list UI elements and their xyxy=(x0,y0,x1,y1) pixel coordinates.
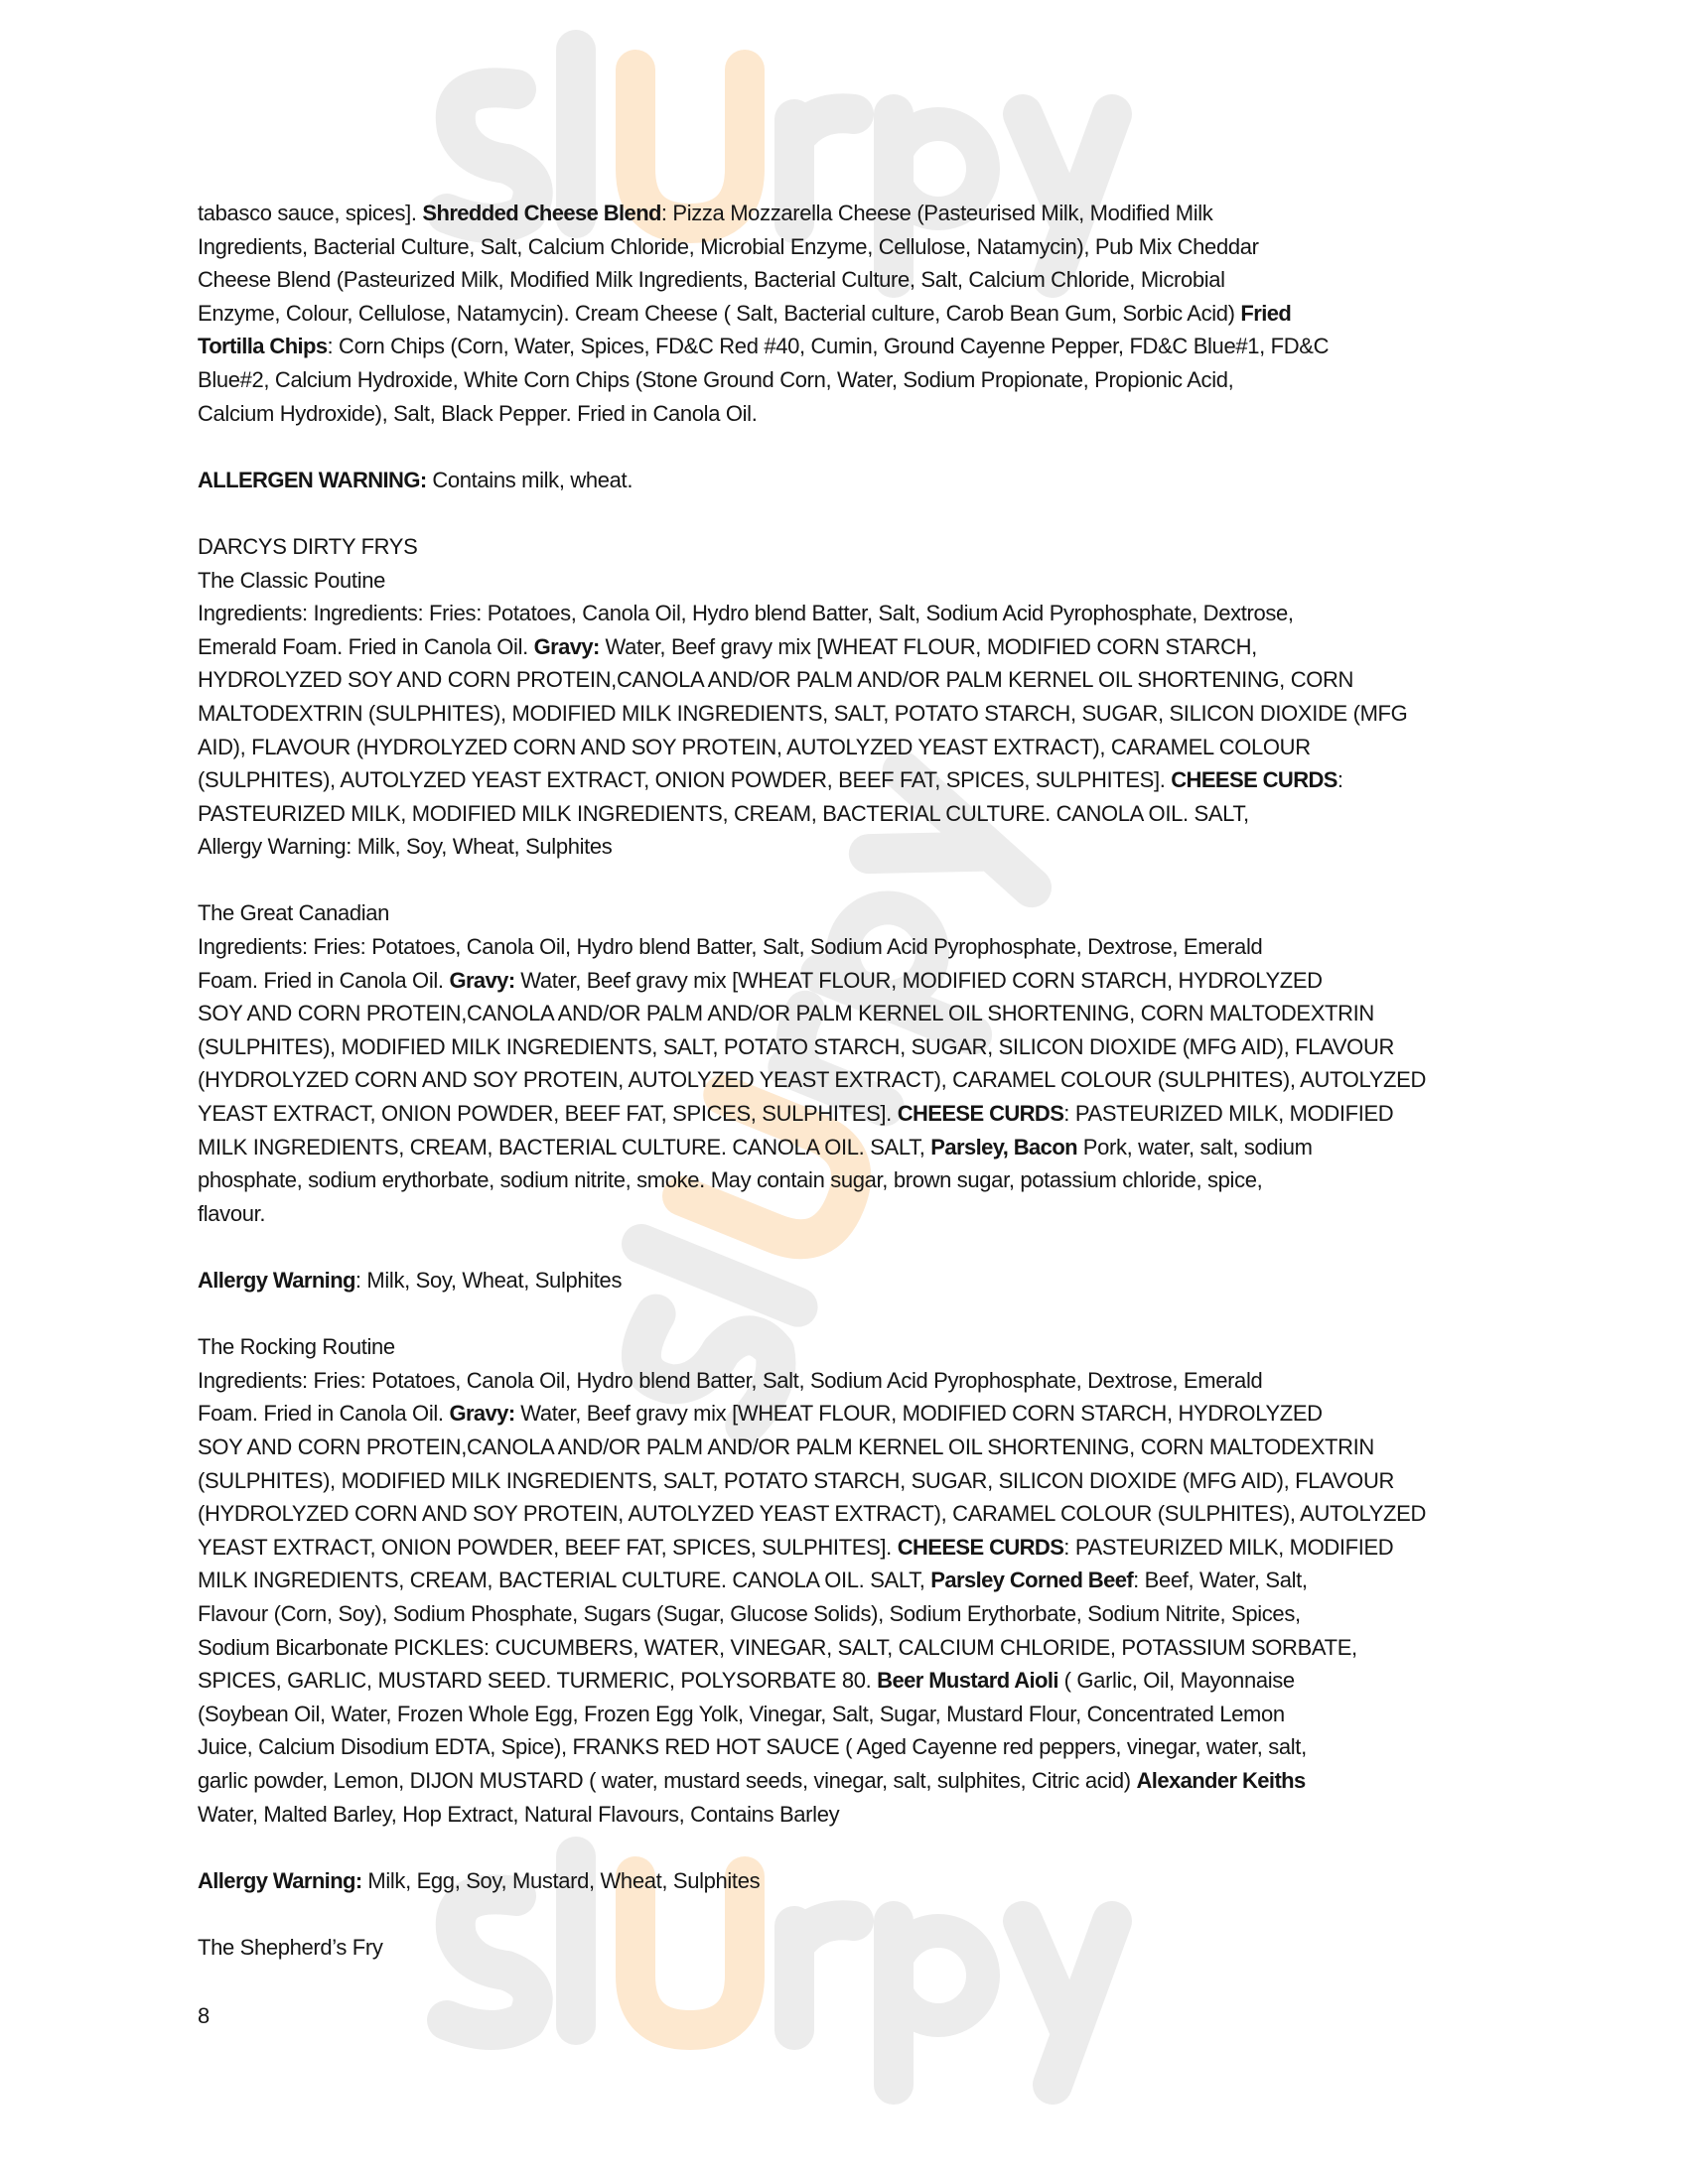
text-line xyxy=(198,1131,1426,1164)
text-line xyxy=(198,1730,1426,1764)
text-segment: : Corn Chips (Corn, Water, Spices, FD&C Red #40, Cumin, Ground Cayenne Pepper, FD&C Blue#1, FD&C xyxy=(327,334,1330,359)
text-line xyxy=(198,896,1426,930)
text-segment: : Beef, Water, Salt, xyxy=(1133,1568,1308,1593)
text-line xyxy=(198,663,1426,697)
blank-line xyxy=(198,496,1426,530)
text-segment: DARCYS DIRTY FRYS xyxy=(198,533,418,559)
document-body xyxy=(198,197,1426,1964)
text-segment: Foam. Fried in Canola Oil. xyxy=(198,1401,450,1427)
text-line xyxy=(198,1664,1426,1698)
text-line xyxy=(198,1197,1426,1231)
bold-label: Tortilla Chips xyxy=(198,334,328,359)
text-line xyxy=(198,397,1426,431)
text-line xyxy=(198,697,1426,731)
text-line xyxy=(198,1264,1426,1297)
text-segment: Milk, Egg, Soy, Mustard, Wheat, Sulphites xyxy=(361,1867,761,1893)
text-segment: Water, Beef gravy mix [WHEAT FLOUR, MODIFIED CORN STARCH, xyxy=(599,633,1257,659)
blank-line xyxy=(198,1230,1426,1264)
text-line xyxy=(198,1698,1426,1731)
text-line xyxy=(198,731,1426,764)
text-segment: (Soybean Oil, Water, Frozen Whole Egg, Frozen Egg Yolk, Vinegar, Salt, Sugar, Mustard Flour, Concentrated Lemon xyxy=(198,1701,1285,1726)
text-segment: Juice, Calcium Disodium EDTA, Spice), FRANKS RED HOT SAUCE ( Aged Cayenne red peppers, vinegar, water, salt, xyxy=(198,1734,1307,1760)
bold-label: Parsley Corned Beef xyxy=(930,1568,1134,1593)
text-line xyxy=(198,1597,1426,1631)
page-number: 8 xyxy=(198,2003,211,2028)
text-line xyxy=(198,1397,1426,1431)
text-segment: Allergy Warning: Milk, Soy, Wheat, Sulphites xyxy=(198,834,613,860)
text-line xyxy=(198,330,1426,363)
text-segment: Ingredients: Ingredients: Fries: Potatoes, Canola Oil, Hydro blend Batter, Salt, Sodium Acid Pyrophosphate, Dextrose, xyxy=(198,601,1294,626)
text-segment: Flavour (Corn, Soy), Sodium Phosphate, Sugars (Sugar, Glucose Solids), Sodium Erythorbate, Sodium Nitrite, Spices, xyxy=(198,1600,1301,1626)
text-segment: Water, Beef gravy mix [WHEAT FLOUR, MODIFIED CORN STARCH, HYDROLYZED xyxy=(514,1401,1323,1427)
text-segment: (HYDROLYZED CORN AND SOY PROTEIN, AUTOLYZED YEAST EXTRACT), CARAMEL COLOUR (SULPHITES), AUTOLYZED xyxy=(198,1067,1427,1093)
text-segment: SPICES, GARLIC, MUSTARD SEED. TURMERIC, POLYSORBATE 80. xyxy=(198,1668,878,1694)
text-line xyxy=(198,1097,1426,1131)
text-segment: Ingredients: Fries: Potatoes, Canola Oil, Hydro blend Batter, Salt, Sodium Acid Pyrophosphate, Dextrose, Emerald xyxy=(198,934,1263,960)
text-line xyxy=(198,564,1426,598)
blank-line xyxy=(198,1831,1426,1864)
bold-label: Allergy Warning: xyxy=(198,1867,362,1893)
text-segment: Cheese Blend (Pasteurized Milk, Modified Milk Ingredients, Bacterial Culture, Salt, Calcium Chloride, Microbial xyxy=(198,267,1225,293)
text-line xyxy=(198,1464,1426,1498)
text-segment: Ingredients: Fries: Potatoes, Canola Oil, Hydro blend Batter, Salt, Sodium Acid Pyrophosphate, Dextrose, Emerald xyxy=(198,1367,1263,1393)
bold-label: ALLERGEN WARNING: xyxy=(198,467,427,492)
text-segment: Sodium Bicarbonate PICKLES: CUCUMBERS, WATER, VINEGAR, SALT, CALCIUM CHLORIDE, POTASSIUM SORBATE, xyxy=(198,1634,1357,1660)
text-line xyxy=(198,1798,1426,1832)
bold-label: Gravy: xyxy=(533,633,600,659)
text-segment: Pork, water, salt, sodium xyxy=(1077,1134,1313,1160)
text-line xyxy=(198,1431,1426,1464)
bold-label: CHEESE CURDS xyxy=(897,1534,1064,1560)
text-segment: (SULPHITES), MODIFIED MILK INGREDIENTS, SALT, POTATO STARCH, SUGAR, SILICON DIOXIDE (MFG AID), FLAVOUR xyxy=(198,1467,1395,1493)
text-line xyxy=(198,530,1426,564)
blank-line xyxy=(198,1897,1426,1931)
bold-label: Beer Mustard Aioli xyxy=(877,1668,1058,1694)
text-segment: PASTEURIZED MILK, MODIFIED MILK INGREDIENTS, CREAM, BACTERIAL CULTURE. CANOLA OIL. SALT, xyxy=(198,800,1249,826)
text-line xyxy=(198,597,1426,630)
text-line xyxy=(198,1631,1426,1665)
text-segment: YEAST EXTRACT, ONION POWDER, BEEF FAT, SPICES, SULPHITES]. xyxy=(198,1534,898,1560)
text-segment: (SULPHITES), AUTOLYZED YEAST EXTRACT, ONION POWDER, BEEF FAT, SPICES, SULPHITES]. xyxy=(198,767,1172,793)
text-segment: ( Garlic, Oil, Mayonnaise xyxy=(1057,1668,1295,1694)
text-segment: flavour. xyxy=(198,1200,266,1226)
blank-line xyxy=(198,1297,1426,1331)
text-line xyxy=(198,1931,1426,1965)
bold-label: Shredded Cheese Blend xyxy=(422,201,661,225)
bold-label: Parsley, Bacon xyxy=(930,1134,1077,1160)
text-segment: tabasco sauce, spices]. xyxy=(198,201,423,225)
text-segment: MALTODEXTRIN (SULPHITES), MODIFIED MILK INGREDIENTS, SALT, POTATO STARCH, SUGAR, SILICON DIOXIDE (MFG xyxy=(198,700,1408,726)
text-segment: : Milk, Soy, Wheat, Sulphites xyxy=(354,1268,623,1293)
text-segment: The Rocking Routine xyxy=(198,1334,395,1360)
text-line xyxy=(198,363,1426,397)
text-segment: Enzyme, Colour, Cellulose, Natamycin). Cream Cheese ( Salt, Bacterial culture, Carob Bean Gum, Sorbic Acid) xyxy=(198,300,1241,326)
text-line xyxy=(198,997,1426,1030)
text-segment: garlic powder, Lemon, DIJON MUSTARD ( water, mustard seeds, vinegar, salt, sulphites, Citric acid) xyxy=(198,1767,1137,1793)
text-segment: Water, Malted Barley, Hop Extract, Natural Flavours, Contains Barley xyxy=(198,1801,840,1827)
text-segment: Blue#2, Calcium Hydroxide, White Corn Chips (Stone Ground Corn, Water, Sodium Propionate, Propionic Acid, xyxy=(198,366,1234,392)
text-segment: SOY AND CORN PROTEIN,CANOLA AND/OR PALM AND/OR PALM KERNEL OIL SHORTENING, CORN MALTODEXTRIN xyxy=(198,1001,1374,1026)
text-line xyxy=(198,1864,1426,1898)
text-segment: AID), FLAVOUR (HYDROLYZED CORN AND SOY PROTEIN, AUTOLYZED YEAST EXTRACT), CARAMEL COLOUR xyxy=(198,734,1311,759)
text-segment: : PASTEURIZED MILK, MODIFIED xyxy=(1063,1534,1394,1560)
bold-label: Fried xyxy=(1240,300,1292,326)
text-segment: MILK INGREDIENTS, CREAM, BACTERIAL CULTURE. CANOLA OIL. SALT, xyxy=(198,1568,931,1593)
text-line xyxy=(198,1531,1426,1565)
text-line xyxy=(198,1030,1426,1064)
text-line xyxy=(198,1764,1426,1798)
text-line xyxy=(198,297,1426,331)
text-segment: (SULPHITES), MODIFIED MILK INGREDIENTS, SALT, POTATO STARCH, SUGAR, SILICON DIOXIDE (MFG AID), FLAVOUR xyxy=(198,1033,1395,1059)
text-line xyxy=(198,1163,1426,1197)
text-line xyxy=(198,630,1426,664)
text-segment: Emerald Foam. Fried in Canola Oil. xyxy=(198,633,534,659)
bold-label: Alexander Keiths xyxy=(1136,1767,1306,1793)
text-segment: Ingredients, Bacterial Culture, Salt, Calcium Chloride, Microbial Enzyme, Cellulose, Natamycin), Pub Mix Cheddar xyxy=(198,233,1259,259)
text-segment: : PASTEURIZED MILK, MODIFIED xyxy=(1063,1101,1394,1127)
text-line xyxy=(198,197,1426,230)
bold-label: CHEESE CURDS xyxy=(1171,767,1337,793)
text-line xyxy=(198,230,1426,264)
blank-line xyxy=(198,864,1426,897)
bold-label: Gravy: xyxy=(449,967,515,993)
text-segment: MILK INGREDIENTS, CREAM, BACTERIAL CULTURE. CANOLA OIL. SALT, xyxy=(198,1134,931,1160)
bold-label: CHEESE CURDS xyxy=(897,1101,1064,1127)
text-line xyxy=(198,464,1426,497)
text-segment: SOY AND CORN PROTEIN,CANOLA AND/OR PALM AND/OR PALM KERNEL OIL SHORTENING, CORN MALTODEXTRIN xyxy=(198,1433,1374,1459)
text-line xyxy=(198,930,1426,964)
text-line xyxy=(198,1330,1426,1364)
text-segment: Calcium Hydroxide), Salt, Black Pepper. Fried in Canola Oil. xyxy=(198,400,758,426)
text-segment: The Great Canadian xyxy=(198,900,390,926)
bold-label: Allergy Warning xyxy=(198,1268,355,1293)
text-segment: phosphate, sodium erythorbate, sodium nitrite, smoke. May contain sugar, brown sugar, potassium chloride, spice, xyxy=(198,1167,1263,1193)
text-line xyxy=(198,263,1426,297)
text-line xyxy=(198,964,1426,998)
text-line xyxy=(198,763,1426,797)
text-segment: YEAST EXTRACT, ONION POWDER, BEEF FAT, SPICES, SULPHITES]. xyxy=(198,1101,898,1127)
text-segment: : Pizza Mozzarella Cheese (Pasteurised Milk, Modified Milk xyxy=(660,201,1213,225)
bold-label: Gravy: xyxy=(449,1401,515,1427)
text-line xyxy=(198,1564,1426,1597)
text-line xyxy=(198,1364,1426,1398)
text-segment: Water, Beef gravy mix [WHEAT FLOUR, MODIFIED CORN STARCH, HYDROLYZED xyxy=(514,967,1323,993)
text-segment: The Classic Poutine xyxy=(198,567,385,593)
text-line xyxy=(198,830,1426,864)
text-segment: : xyxy=(1336,767,1343,793)
text-segment: HYDROLYZED SOY AND CORN PROTEIN,CANOLA AND/OR PALM AND/OR PALM KERNEL OIL SHORTENING, CORN xyxy=(198,667,1354,693)
text-segment: Contains milk, wheat. xyxy=(426,467,633,492)
text-line xyxy=(198,797,1426,831)
text-segment: (HYDROLYZED CORN AND SOY PROTEIN, AUTOLYZED YEAST EXTRACT), CARAMEL COLOUR (SULPHITES), AUTOLYZED xyxy=(198,1501,1427,1527)
text-segment: The Shepherd’s Fry xyxy=(198,1934,383,1960)
text-line xyxy=(198,1497,1426,1531)
blank-line xyxy=(198,430,1426,464)
text-segment: Foam. Fried in Canola Oil. xyxy=(198,967,450,993)
text-line xyxy=(198,1063,1426,1097)
